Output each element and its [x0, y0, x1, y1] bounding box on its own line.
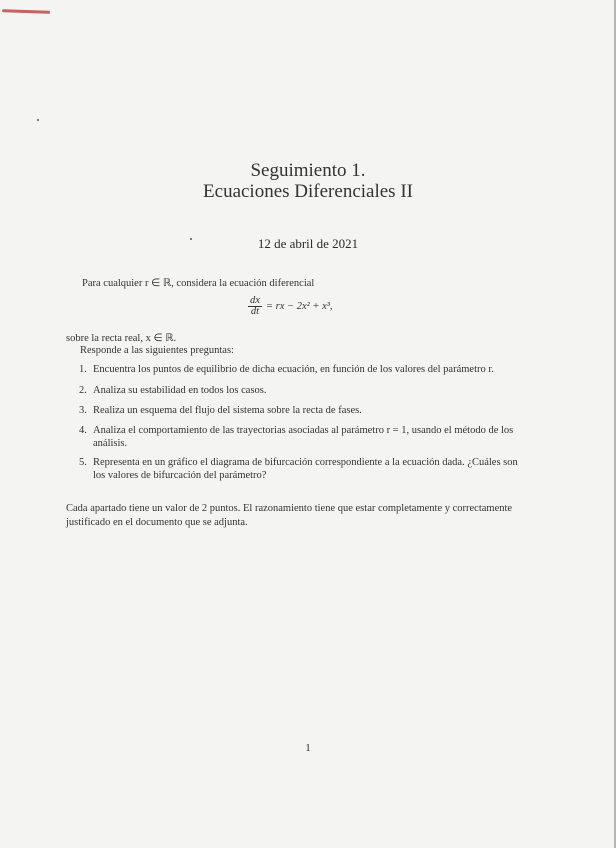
grading-note: Cada apartado tiene un valor de 2 puntos. El razonamiento tiene que estar completamente y correctamente justificado en el documento que se adjunta. — [66, 503, 513, 528]
item-text: Analiza el comportamiento de las trayectorias asociadas al parámetro r = 1, usando el método de los análisis. — [93, 425, 514, 449]
title-line-2: Ecuaciones Diferenciales II — [203, 181, 413, 202]
equation — [248, 296, 333, 317]
derivative-numerator: dx — [250, 295, 260, 306]
page-number: 1 — [305, 742, 311, 754]
item-number: 1. — [79, 364, 87, 375]
intro-text: Para cualquier r ∈ ℝ, considera la ecuación diferencial — [82, 278, 315, 289]
item-text: Analiza su estabilidad en todos los casos. — [93, 385, 267, 396]
list-item — [79, 456, 529, 482]
item-text: Representa en un gráfico el diagrama de bifurcación correspondiente a la ecuación dada. ¿Cuáles son los valores de bifurcación del parámetro? — [93, 457, 518, 481]
derivative-fraction — [248, 296, 262, 317]
item-text: Encuentra los puntos de equilibrio de dicha ecuación, en función de los valores del parámetro r. — [93, 364, 494, 375]
equation-rhs: = rx − 2x² + x³, — [265, 301, 333, 312]
scan-speck — [37, 119, 39, 121]
item-number: 3. — [79, 405, 87, 416]
instruction-text: Responde a las siguientes preguntas: — [80, 345, 234, 356]
list-item — [79, 404, 529, 417]
item-number: 4. — [79, 425, 87, 436]
domain-text: sobre la recta real, x ∈ ℝ. — [66, 333, 177, 344]
list-item — [79, 384, 529, 397]
item-number: 2. — [79, 385, 87, 396]
item-text: Realiza un esquema del flujo del sistema sobre la recta de fases. — [93, 405, 362, 416]
item-number: 5. — [79, 457, 87, 468]
date: 12 de abril de 2021 — [257, 236, 359, 251]
list-item — [79, 363, 529, 376]
scan-mark — [2, 9, 50, 14]
derivative-denominator: dt — [250, 306, 260, 317]
list-item — [79, 424, 529, 450]
title-line-1: Seguimiento 1. — [250, 160, 366, 181]
